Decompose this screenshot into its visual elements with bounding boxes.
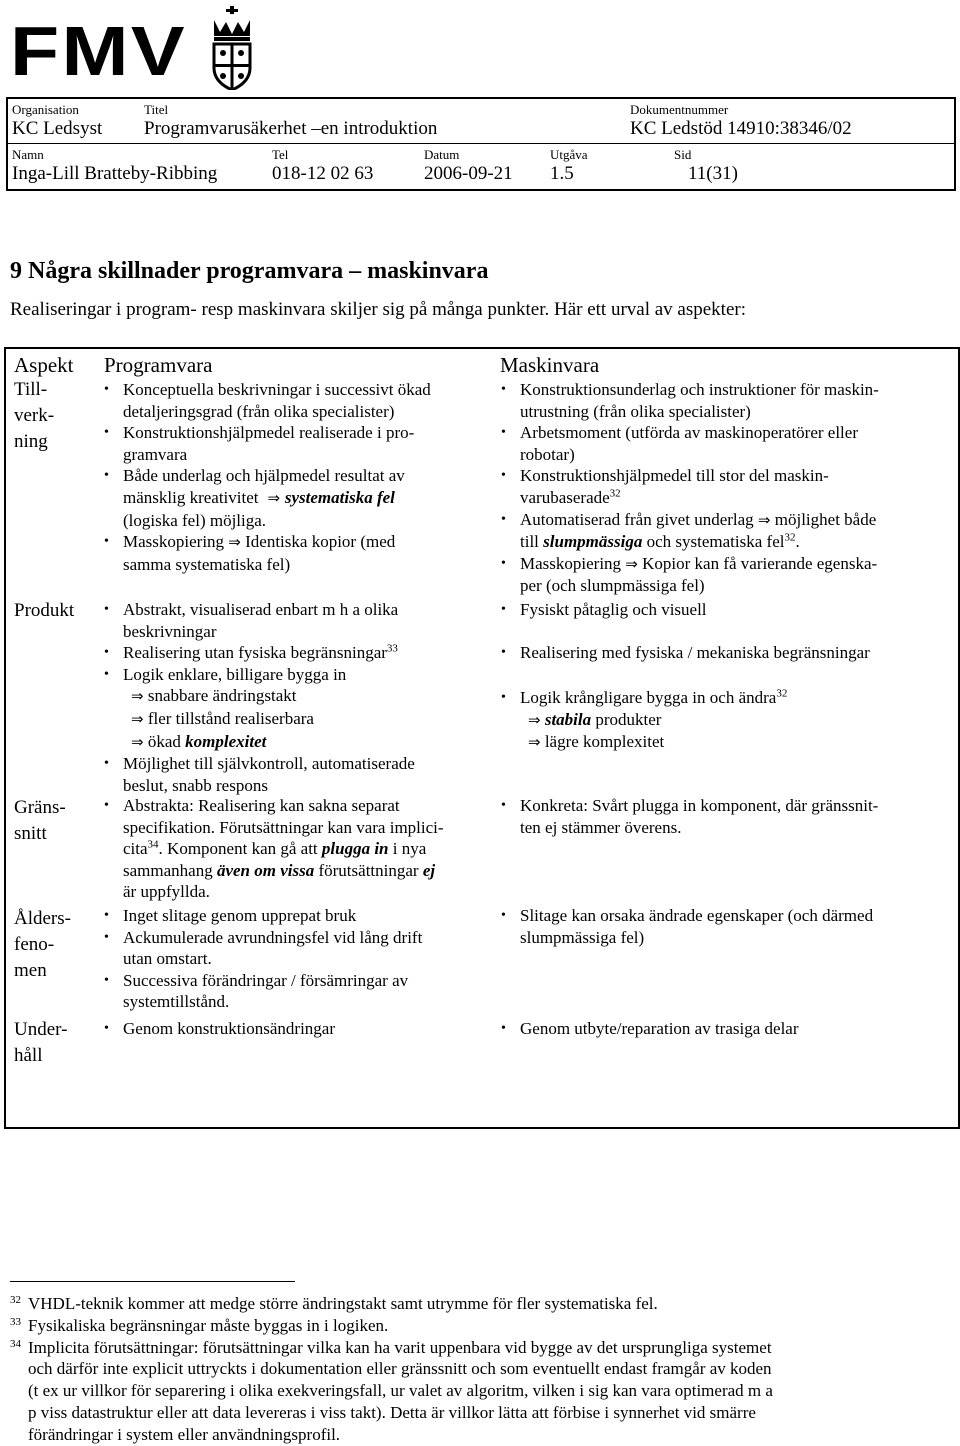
bullet-icon: • [104,425,109,441]
list-item: • Abstrakta: Realisering kan sakna separat specifikation. Förutsättningar kan vara implici- cita$^{34}$. Komponent kan gå att plugga in i nya sammanhang även om vissa förutsättningar ej är uppfyllda. [104,796,444,902]
sid-value: 11(31) [688,163,738,184]
bullet-icon: • [501,798,506,813]
organisation-value: KC Ledsyst [12,118,103,139]
programvara-tillverkning [101,379,486,575]
bullet-icon: • [104,908,109,923]
list-item: • Slitage kan orsaka ändrade egenskaper (och därmed slumpmässiga fel) [501,906,874,947]
list-item: • Konstruktionshjälpmedel till stor del maskin- varubaserade$^{32}$ [501,466,829,507]
aspect-tillverkning: Till- verk- ning [14,379,55,452]
footnote-34: 34 Implicita förutsättningar: förutsättningar vilka kan ha varit uppenbara vid bygge av det ursprungliga systemet och därför inte explicit uttryckts i dokumentation eller gränssnitt och som eventuellt endast framgår av koden (t ex ur villkor för separering i olika exekveringsfall, ur valet av algoritm, vilken i sig kan vara optimerad m a p viss datastruktur eller att data levereras i viss takt). Detta är villkor lätta att förbise i synnerhet vid smärre förändringar i system eller användningsprofil. [10,1337,773,1444]
list-item: • Arbetsmoment (utförda av maskinoperatörer eller robotar) [501,423,858,464]
datum-label: Datum [424,147,460,162]
implies-arrow-icon: ⇒ [131,732,144,751]
list-item: • Automatiserad från givet underlag ⇒ möjlighet både till slumpmässiga och systematiska fel$^{32}$. [501,509,877,552]
section-heading: 9 Några skillnader programvara – maskinvara [10,258,489,284]
bullet-icon: • [501,511,506,527]
maskinvara-underhall [498,1018,948,1040]
bullet-icon: • [501,644,506,660]
bullet-icon: • [104,972,109,988]
logo-text: FMV [10,12,187,90]
comparison-table [4,347,960,1129]
column-header-maskinvara: Maskinvara [500,353,600,377]
bullet-icon: • [501,908,506,923]
bullet-icon: • [501,1021,506,1036]
utgava-label: Utgåva [550,147,588,162]
list-item: • Masskopiering ⇒ Identiska kopior (med samma systematiska fel) [104,532,396,574]
sub-item: ⇒ stabila produkter [528,709,662,729]
section-intro: Realiseringar i program- resp maskinvara skiljer sig på många punkter. Här ett urval av aspekter: [10,299,746,320]
document-header [6,97,956,191]
implies-arrow-icon: ⇒ [131,709,144,728]
bullet-icon: • [104,534,109,550]
bullet-icon: • [104,645,109,661]
list-item: • Både underlag och hjälpmedel resultat av mänsklig kreativitet ⇒ systematiska fel (logiska fel) möjliga. [104,466,405,530]
organisation-label: Organisation [12,102,79,117]
list-item: • Inget slitage genom upprepat bruk [104,906,357,925]
list-item: • Genom konstruktionsändringar [104,1019,335,1038]
implies-arrow-icon: ⇒ [228,533,241,552]
implies-arrow-icon: ⇒ [528,733,541,752]
titel-value: Programvarusäkerhet –en introduktion [144,118,438,139]
programvara-granssnitt [101,795,491,903]
bullet-icon: • [104,756,109,772]
bullet-icon: • [104,382,109,397]
column-header-programvara: Programvara [104,353,213,377]
aspect-granssnitt: Gräns- snitt [14,797,66,844]
list-item: • Logik krångligare bygga in och ändra$^{32}$ [501,687,788,708]
footnote-32: 32 VHDL-teknik kommer att medge större ändringstakt samt utrymme för fler systematiska fel. [10,1294,658,1313]
sub-item: ⇒ lägre komplexitet [528,732,665,752]
list-item: • Fysiskt påtaglig och visuell [501,600,707,619]
bullet-icon: • [501,555,506,571]
implies-arrow-icon: ⇒ [262,488,285,507]
implies-arrow-icon: ⇒ [625,554,638,573]
bullet-icon: • [104,602,109,617]
maskinvara-produkt [498,599,948,754]
maskinvara-tillverkning [498,379,948,597]
list-item: • Konstruktionsunderlag och instruktioner för maskin- utrustning (från olika specialister) [501,380,879,421]
aspect-underhall: Under- håll [14,1019,68,1066]
footnotes [10,1293,910,1446]
list-item: • Masskopiering ⇒ Kopior kan få varierande egenska- per (och slumpmässiga fel) [501,553,878,596]
fmv-logo [10,6,310,90]
sub-item: ⇒ ökad komplexitet [131,731,267,751]
bullet-icon: • [104,929,109,945]
sub-item: ⇒ fler tillstånd realiserbara [131,708,314,728]
sid-label: Sid [674,147,692,162]
list-item: • Konceptuella beskrivningar i successivt ökad detaljeringsgrad (från olika specialister) [104,380,431,421]
bullet-icon: • [501,602,506,617]
programvara-produkt [101,599,486,796]
footnote-divider [10,1281,295,1282]
namn-value: Inga-Lill Bratteby-Ribbing [12,163,218,184]
list-item: • Realisering med fysiska / mekaniska begränsningar [501,642,870,662]
list-item: • Möjlighet till självkontroll, automatiserade beslut, snabb respons [104,754,415,795]
dokumentnummer-value: KC Ledstöd 14910:38346/02 [630,118,852,139]
titel-label: Titel [144,102,169,117]
bullet-icon: • [501,382,506,397]
crown-crest-icon [206,6,258,90]
bullet-icon: • [104,468,109,484]
column-header-aspekt: Aspekt [14,353,74,377]
tel-value: 018-12 02 63 [272,163,374,184]
implies-arrow-icon: ⇒ [131,687,144,706]
bullet-icon: • [501,468,506,484]
list-item: • Genom utbyte/reparation av trasiga delar [501,1019,799,1038]
footnote-33: 33 Fysikaliska begränsningar måste byggas in i logiken. [10,1315,389,1335]
programvara-aldersfenomen [101,905,491,1013]
namn-label: Namn [12,147,44,162]
list-item: • Successiva förändringar / försämringar av systemtillstånd. [104,970,409,1012]
bullet-icon: • [501,425,506,441]
datum-value: 2006-09-21 [424,163,513,184]
list-item: • Logik enklare, billigare bygga in [104,664,347,684]
bullet-icon: • [104,798,109,813]
maskinvara-aldersfenomen [498,905,948,948]
aspect-aldersfenomen: Ålders- feno- men [14,908,71,981]
implies-arrow-icon: ⇒ [528,710,541,729]
list-item: • Konkreta: Svårt plugga in komponent, där gränssnit- ten ej stämmer överens. [501,796,879,837]
implies-arrow-icon: ⇒ [757,510,771,529]
tel-label: Tel [272,147,289,162]
programvara-underhall [101,1018,491,1040]
aspect-produkt: Produkt [14,600,75,621]
maskinvara-granssnitt [498,795,948,838]
bullet-icon: • [104,1021,109,1036]
utgava-value: 1.5 [550,163,574,184]
dokumentnummer-label: Dokumentnummer [630,102,729,117]
list-item: • Realisering utan fysiska begränsningar$^{33}$ [104,642,398,663]
bullet-icon: • [104,666,109,682]
list-item: • Abstrakt, visualiserad enbart m h a olika beskrivningar [104,600,399,641]
list-item: • Ackumulerade avrundningsfel vid lång drift utan omstart. [104,927,423,969]
bullet-icon: • [501,690,506,706]
list-item: • Konstruktionshjälpmedel realiserade i pro- gramvara [104,423,415,464]
sub-item: ⇒ snabbare ändringstakt [131,686,297,706]
